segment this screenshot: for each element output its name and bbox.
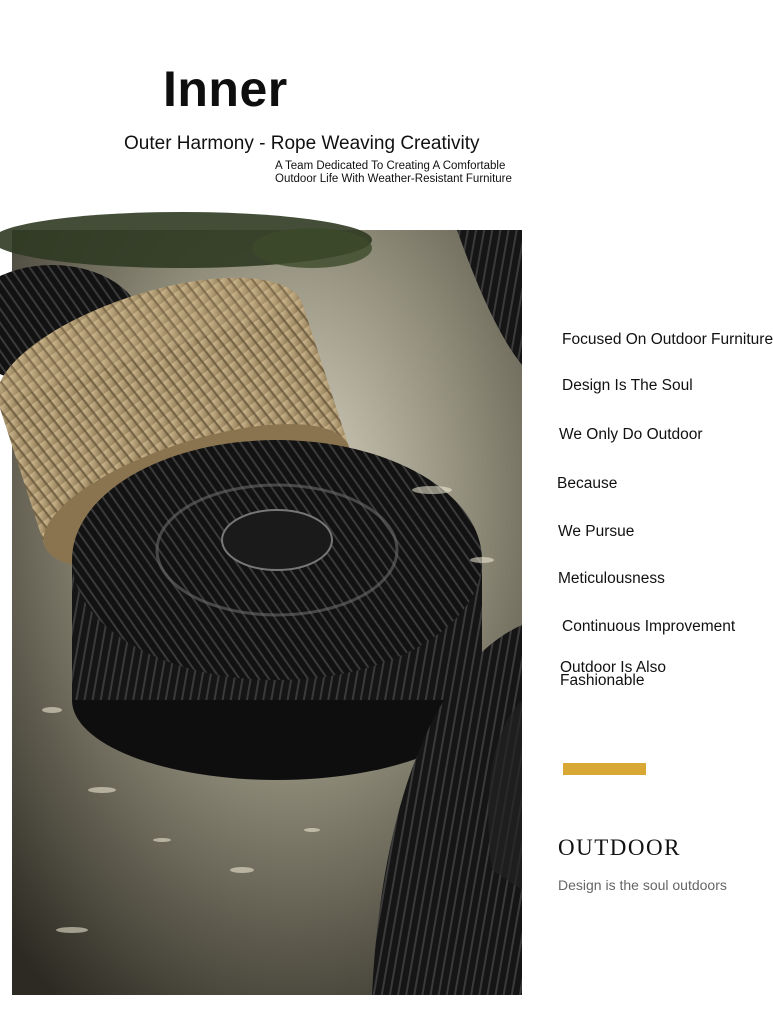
feature-item: Because [557,475,618,492]
page-title: Inner [163,61,288,117]
description-line: A Team Dedicated To Creating A Comfortable [275,160,506,172]
feature-item: Continuous Improvement [562,618,736,635]
description-line: Outdoor Life With Weather-Resistant Furniture [275,173,512,185]
product-photo-rope-stools [12,230,522,995]
feature-item: Meticulousness [558,570,665,587]
feature-item: We Only Do Outdoor [559,426,703,443]
feature-item: We Pursue [558,523,635,540]
page-subtitle: Outer Harmony - Rope Weaving Creativity [124,133,480,154]
feature-item: Focused On Outdoor Furniture [562,331,773,348]
feature-item: Fashionable [560,672,645,689]
accent-bar [563,763,646,775]
feature-item: Outdoor Is Also [560,659,666,676]
page-description [275,160,512,186]
feature-item: Design Is The Soul [562,377,693,394]
outdoor-title: OUTDOOR [558,835,681,860]
outdoor-subtitle: Design is the soul outdoors [558,877,727,893]
